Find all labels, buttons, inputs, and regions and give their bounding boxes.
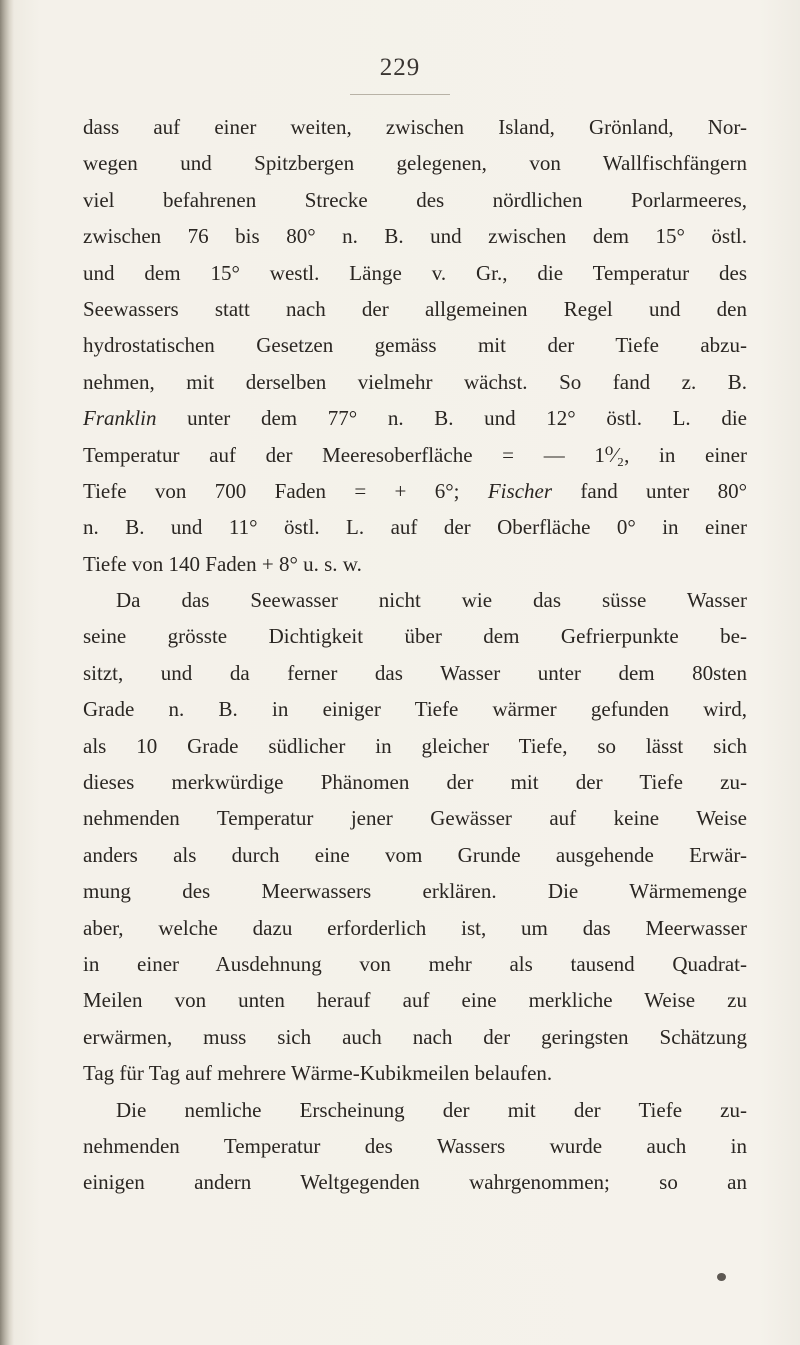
- header-rule: [350, 94, 450, 95]
- text-line: Tag für Tag auf mehrere Wärme-Kubikmeilen belaufen.: [83, 1061, 553, 1086]
- text-run: fand unter 80°: [552, 478, 747, 503]
- text-line: nehmen, mit derselben vielmehr wächst. So fand z. B.: [83, 369, 747, 394]
- text-line: Da das Seewasser nicht wie das süsse Wasser: [116, 588, 747, 613]
- text-line: [83, 473, 747, 509]
- text-line: Grade n. B. in einiger Tiefe wärmer gefunden wird,: [83, 697, 747, 722]
- text-run: unter dem 77° n. B. und 12° östl. L. die: [156, 406, 747, 431]
- text-line: zwischen 76 bis 80° n. B. und zwischen dem 15° östl.: [83, 224, 747, 249]
- text-line: sitzt, und da ferner das Wasser unter dem 80sten: [83, 660, 747, 685]
- text-line: [83, 400, 747, 436]
- text-line: Tiefe von 140 Faden + 8° u. s. w.: [83, 551, 362, 576]
- text-line: einigen andern Weltgegenden wahrgenommen; so an: [83, 1170, 747, 1195]
- text-line: anders als durch eine vom Grunde ausgehende Erwär-: [83, 842, 747, 867]
- text-line: Die nemliche Erscheinung der mit der Tiefe zu-: [116, 1097, 747, 1122]
- ink-speck: [717, 1273, 726, 1281]
- text-line: mung des Meerwassers erklären. Die Wärmemenge: [83, 879, 747, 904]
- author-name-franklin: Franklin: [83, 406, 157, 431]
- text-line: erwärmen, muss sich auch nach der geringsten Schätzung: [83, 1024, 747, 1049]
- page-number: 229: [379, 54, 421, 81]
- text-line: viel befahrenen Strecke des nördlichen Porlarmeeres,: [83, 187, 747, 212]
- book-spine-edge: [0, 0, 14, 1345]
- text-line: Meilen von unten herauf auf eine merkliche Weise zu: [83, 988, 747, 1013]
- text-run: Tiefe von 700 Faden = + 6°;: [83, 478, 488, 503]
- text-line: nehmenden Temperatur des Wassers wurde auch in: [83, 1133, 747, 1158]
- text-line: dieses merkwürdige Phänomen der mit der Tiefe zu-: [83, 770, 747, 795]
- text-line: nehmenden Temperatur jener Gewässer auf keine Weise: [83, 806, 747, 831]
- text-line: und dem 15° westl. Länge v. Gr., die Temperatur des: [83, 260, 747, 285]
- text-line: als 10 Grade südlicher in gleicher Tiefe, so lässt sich: [83, 733, 747, 758]
- text-line: hydrostatischen Gesetzen gemäss mit der Tiefe abzu-: [83, 333, 747, 358]
- text-line: n. B. und 11° östl. L. auf der Oberfläche 0° in einer: [83, 515, 747, 540]
- text-line: wegen und Spitzbergen gelegenen, von Wallfischfängern: [83, 151, 747, 176]
- text-line: dass auf einer weiten, zwischen Island, Grönland, Nor-: [83, 115, 747, 139]
- text-line: seine grösste Dichtigkeit über dem Gefrierpunkte be-: [83, 624, 747, 649]
- text-line: Temperatur auf der Meeresoberfläche = — 1⁰⁄₂, in einer: [83, 442, 747, 467]
- text-line: in einer Ausdehnung von mehr als tausend Quadrat-: [83, 951, 747, 976]
- body-text: [83, 109, 747, 1201]
- text-line: Seewassers statt nach der allgemeinen Regel und den: [83, 296, 747, 321]
- author-name-fischer: Fischer: [487, 478, 553, 503]
- text-line: aber, welche dazu erforderlich ist, um das Meerwasser: [83, 915, 747, 940]
